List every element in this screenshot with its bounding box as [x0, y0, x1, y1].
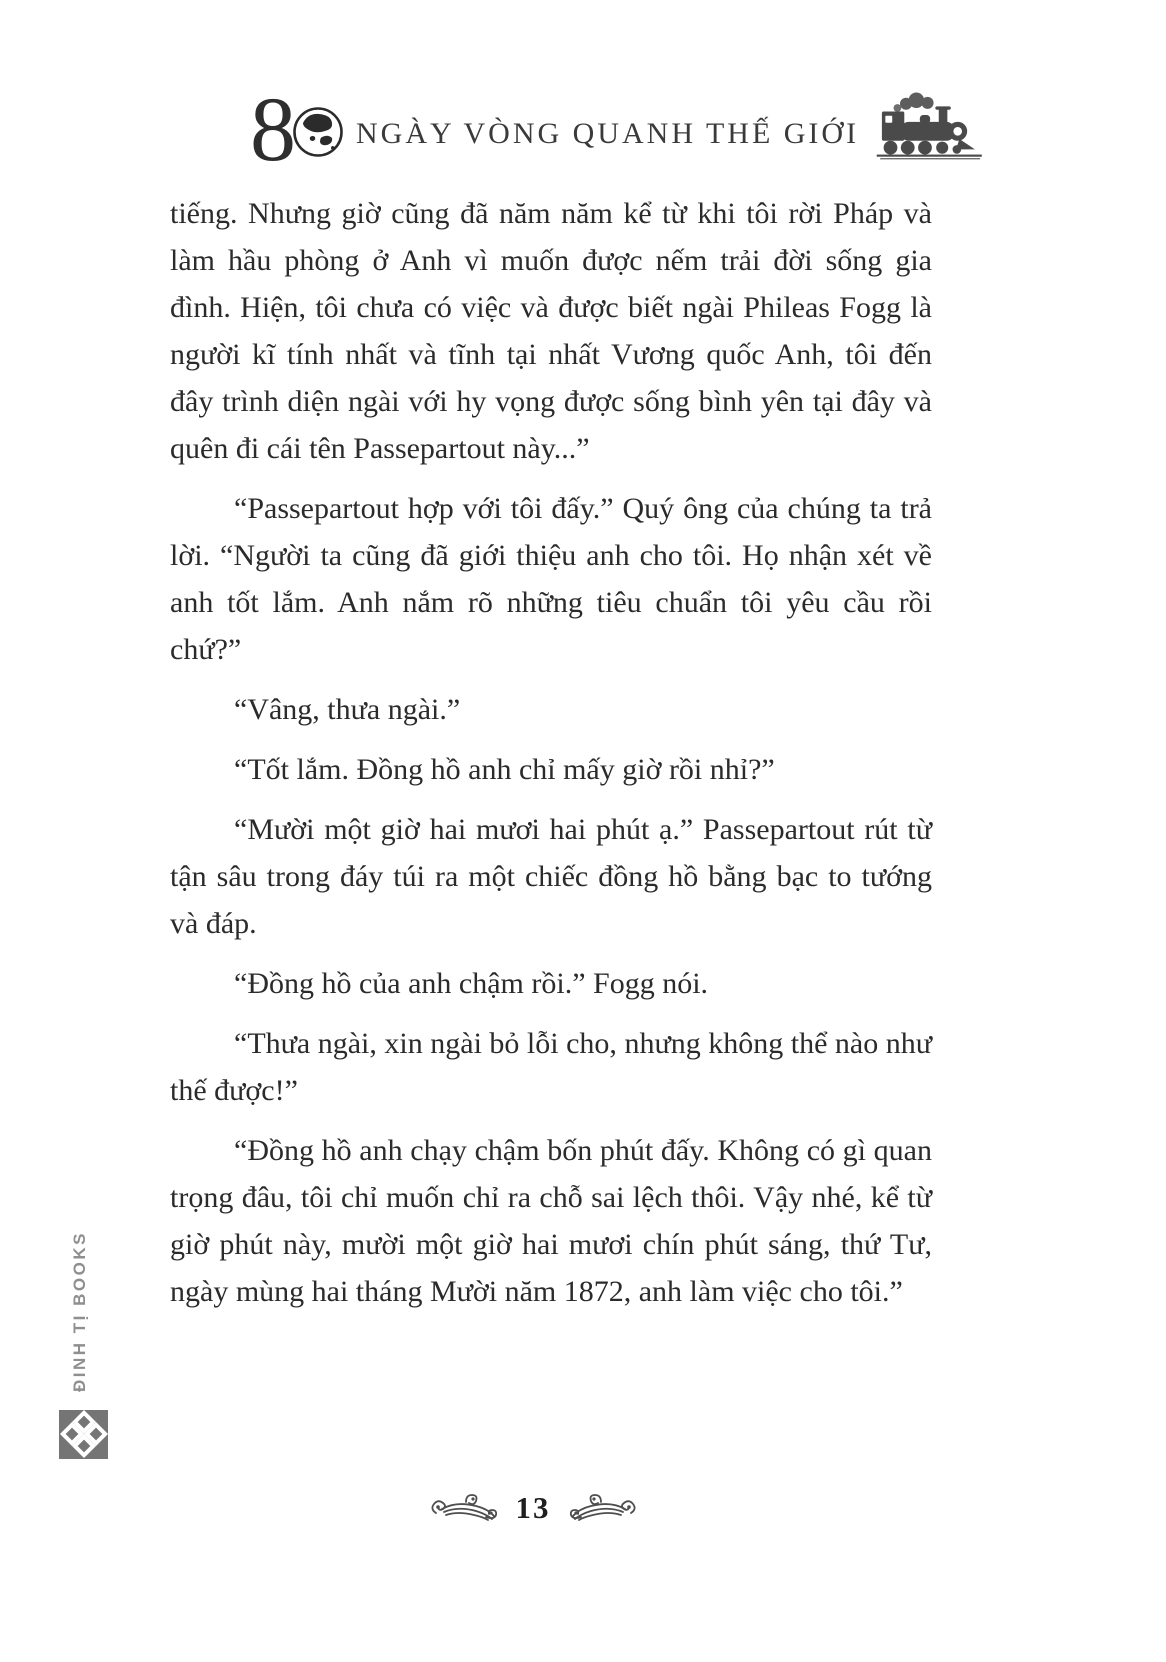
page-number: 13 — [515, 1490, 551, 1525]
paragraph: “Passepartout hợp với tôi đấy.” Quý ông của chúng ta trả lời. “Người ta cũng đã giới thiệu anh cho tôi. Họ nhận xét về anh tốt lắm. Anh nắm rõ những tiêu chuẩn tôi yêu cầu rồi chứ?” — [170, 492, 932, 666]
publisher-name-vertical: ĐINH TỊ BOOKS — [70, 1231, 89, 1393]
paragraph: tiếng. Nhưng giờ cũng đã năm năm kể từ khi tôi rời Pháp và làm hầu phòng ở Anh vì muốn được nếm trải đời sống gia đình. Hiện, tôi chưa có việc và được biết ngài Phileas Fogg là người kĩ tính nhất và tĩnh tại nhất Vương quốc Anh, tôi đến đây trình diện ngài với hy vọng được sống bình yên tại đây và quên đi cái tên Passepartout này...” — [170, 197, 932, 465]
paragraph: “Đồng hồ anh chạy chậm bốn phút đấy. Không có gì quan trọng đâu, tôi chỉ muốn chỉ ra chỗ sai lệch thôi. Vậy nhé, kể từ giờ phút này, mười một giờ hai mươi chín phút sáng, thứ Tư, ngày mùng hai tháng Mười năm 1872, anh làm việc cho tôi.” — [170, 1134, 932, 1308]
body-text-block — [170, 190, 932, 1328]
page-header — [250, 78, 987, 180]
header-number-8: 8 — [250, 78, 294, 180]
paragraph: “Vâng, thưa ngài.” — [234, 693, 461, 726]
paragraph: “Đồng hồ của anh chậm rồi.” Fogg nói. — [234, 967, 709, 1000]
globe-icon — [292, 106, 344, 158]
flourish-ornament-icon — [567, 1492, 639, 1524]
flourish-ornament-icon — [428, 1492, 500, 1524]
paragraph: “Mười một giờ hai mươi hai phút ạ.” Passepartout rút từ tận sâu trong đáy túi ra một chiếc đồng hồ bằng bạc to tướng và đáp. — [170, 813, 932, 940]
paragraph: “Tốt lắm. Đồng hồ anh chỉ mấy giờ rồi nhỉ?” — [234, 753, 775, 786]
page-footer — [403, 1490, 663, 1526]
dinh-ti-books-logo — [59, 1410, 108, 1459]
steam-train-icon — [875, 90, 987, 164]
book-title: NGÀY VÒNG QUANH THẾ GIỚI — [356, 117, 860, 150]
paragraph: “Thưa ngài, xin ngài bỏ lỗi cho, nhưng không thể nào như thế được!” — [170, 1027, 932, 1107]
